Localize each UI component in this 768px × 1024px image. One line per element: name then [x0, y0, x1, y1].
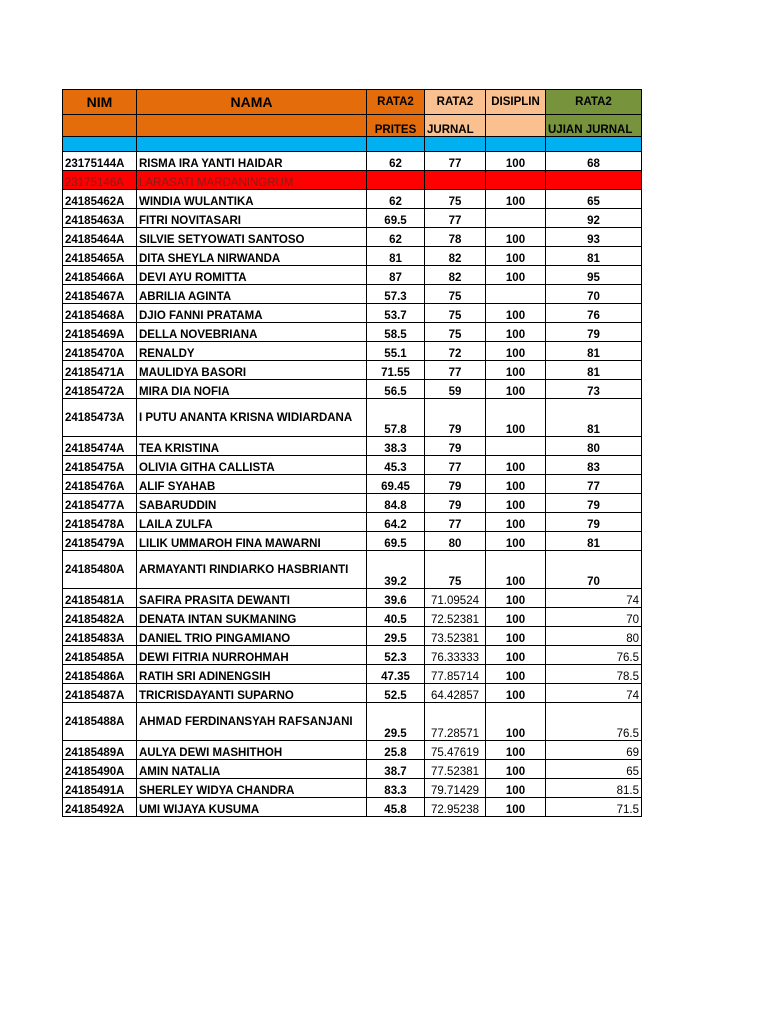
- table-row: [63, 741, 642, 760]
- cell-nama: DEWI FITRIA NURROHMAH: [137, 646, 367, 665]
- cell-disiplin: 100: [486, 551, 546, 589]
- cell-nim: 24185464A: [63, 228, 137, 247]
- table-row: [63, 703, 642, 741]
- cell-rata2-jurnal: 73.52381: [425, 627, 486, 646]
- cell-nama: OLIVIA GITHA CALLISTA: [137, 456, 367, 475]
- cell-rata2-ujian-jurnal: 70: [546, 608, 642, 627]
- grades-table: [62, 89, 642, 817]
- cell-disiplin: 100: [486, 399, 546, 437]
- cell-nim: 24185490A: [63, 760, 137, 779]
- cell-rata2-jurnal: 77.28571: [425, 703, 486, 741]
- cell-nim: 24185462A: [63, 190, 137, 209]
- cell-nama: SHERLEY WIDYA CHANDRA: [137, 779, 367, 798]
- cell-nama: TRICRISDAYANTI SUPARNO: [137, 684, 367, 703]
- cell-nim: 24185487A: [63, 684, 137, 703]
- cell-nama: DJIO FANNI PRATAMA: [137, 304, 367, 323]
- cell-rata2-ujian-jurnal: 69: [546, 741, 642, 760]
- cell-nim: 24185486A: [63, 665, 137, 684]
- cell-nim: 24185489A: [63, 741, 137, 760]
- cell-disiplin: 100: [486, 228, 546, 247]
- cell-rata2-jurnal: 78: [425, 228, 486, 247]
- cell-rata2-ujian-jurnal: 80: [546, 437, 642, 456]
- cell-rata2-ujian-jurnal: 78.5: [546, 665, 642, 684]
- cell-rata2-ujian-jurnal: 80: [546, 627, 642, 646]
- cell-rata2-prites: 38.7: [367, 760, 425, 779]
- cell-rata2-ujian-jurnal: 65: [546, 190, 642, 209]
- cell-disiplin: 100: [486, 741, 546, 760]
- blue-band-cell: [546, 137, 642, 152]
- cell-disiplin: 100: [486, 304, 546, 323]
- blue-band-row: [63, 137, 642, 152]
- cell-rata2-jurnal: 77: [425, 209, 486, 228]
- cell-rata2-jurnal: 79: [425, 437, 486, 456]
- cell-nim: 24185492A: [63, 798, 137, 817]
- cell-rata2-ujian-jurnal: 76.5: [546, 703, 642, 741]
- header-disiplin-sub: [486, 115, 546, 137]
- cell-rata2-jurnal: 75: [425, 190, 486, 209]
- blue-band-cell: [486, 137, 546, 152]
- cell-rata2-prites: 84.8: [367, 494, 425, 513]
- header-jurnal: JURNAL: [425, 115, 486, 137]
- cell-rata2-ujian-jurnal: 83: [546, 456, 642, 475]
- cell-rata2-prites: 40.5: [367, 608, 425, 627]
- cell-nim: 24185485A: [63, 646, 137, 665]
- cell-nama: RATIH SRI ADINENGSIH: [137, 665, 367, 684]
- table-row: [63, 247, 642, 266]
- table-row: [63, 494, 642, 513]
- table-row: [63, 228, 642, 247]
- header-nama: NAMA: [137, 90, 367, 115]
- cell-nama: ALIF SYAHAB: [137, 475, 367, 494]
- cell-rata2-ujian-jurnal: [546, 171, 642, 190]
- cell-nama: SAFIRA PRASITA DEWANTI: [137, 589, 367, 608]
- cell-disiplin: [486, 437, 546, 456]
- cell-rata2-jurnal: 72.95238: [425, 798, 486, 817]
- table-row: [63, 399, 642, 437]
- cell-rata2-jurnal: 77: [425, 361, 486, 380]
- cell-nim: 24185479A: [63, 532, 137, 551]
- cell-rata2-ujian-jurnal: 71.5: [546, 798, 642, 817]
- cell-nama: RENALDY: [137, 342, 367, 361]
- cell-rata2-prites: 39.6: [367, 589, 425, 608]
- cell-rata2-prites: 38.3: [367, 437, 425, 456]
- table-row: [63, 323, 642, 342]
- cell-disiplin: 100: [486, 703, 546, 741]
- cell-rata2-prites: 57.3: [367, 285, 425, 304]
- cell-rata2-jurnal: 72.52381: [425, 608, 486, 627]
- cell-nama: MAULIDYA BASORI: [137, 361, 367, 380]
- cell-disiplin: [486, 285, 546, 304]
- cell-rata2-prites: 64.2: [367, 513, 425, 532]
- table-row: [63, 190, 642, 209]
- cell-disiplin: 100: [486, 342, 546, 361]
- cell-nim: 24185477A: [63, 494, 137, 513]
- cell-nama: ABRILIA AGINTA: [137, 285, 367, 304]
- cell-rata2-prites: 25.8: [367, 741, 425, 760]
- table-row: [63, 627, 642, 646]
- cell-rata2-ujian-jurnal: 70: [546, 551, 642, 589]
- table-row: [63, 342, 642, 361]
- cell-nim: 24185468A: [63, 304, 137, 323]
- cell-rata2-jurnal: 76.33333: [425, 646, 486, 665]
- cell-nama: SABARUDDIN: [137, 494, 367, 513]
- cell-rata2-prites: 62: [367, 190, 425, 209]
- cell-disiplin: 100: [486, 456, 546, 475]
- cell-nim: 24185482A: [63, 608, 137, 627]
- table-row: [63, 209, 642, 228]
- cell-rata2-prites: 57.8: [367, 399, 425, 437]
- cell-nim: 24185467A: [63, 285, 137, 304]
- cell-nim: 24185491A: [63, 779, 137, 798]
- cell-rata2-prites: 53.7: [367, 304, 425, 323]
- cell-disiplin: 100: [486, 684, 546, 703]
- cell-nama: AHMAD FERDINANSYAH RAFSANJANI: [137, 703, 367, 741]
- cell-rata2-prites: 69.5: [367, 532, 425, 551]
- cell-nim: 24185471A: [63, 361, 137, 380]
- cell-rata2-prites: 52.3: [367, 646, 425, 665]
- header-rata2-prites: RATA2: [367, 90, 425, 115]
- blue-band-cell: [367, 137, 425, 152]
- cell-rata2-prites: 55.1: [367, 342, 425, 361]
- cell-rata2-jurnal: 75: [425, 551, 486, 589]
- cell-nim: 24185483A: [63, 627, 137, 646]
- cell-rata2-ujian-jurnal: 92: [546, 209, 642, 228]
- cell-rata2-ujian-jurnal: 76: [546, 304, 642, 323]
- header-row-1: [63, 90, 642, 115]
- cell-rata2-prites: 39.2: [367, 551, 425, 589]
- cell-rata2-ujian-jurnal: 74: [546, 589, 642, 608]
- cell-disiplin: 100: [486, 760, 546, 779]
- cell-disiplin: 100: [486, 646, 546, 665]
- cell-nama: ARMAYANTI RINDIARKO HASBRIANTI: [137, 551, 367, 589]
- blue-band-cell: [425, 137, 486, 152]
- header-disiplin: DISIPLIN: [486, 90, 546, 115]
- table-row: [63, 304, 642, 323]
- cell-nama: DELLA NOVEBRIANA: [137, 323, 367, 342]
- header-ujian-jurnal: UJIAN JURNAL: [546, 115, 642, 137]
- cell-rata2-ujian-jurnal: 81: [546, 247, 642, 266]
- cell-disiplin: 100: [486, 266, 546, 285]
- cell-rata2-prites: 62: [367, 152, 425, 171]
- cell-rata2-prites: 83.3: [367, 779, 425, 798]
- cell-nama: I PUTU ANANTA KRISNA WIDIARDANA: [137, 399, 367, 437]
- cell-rata2-jurnal: 72: [425, 342, 486, 361]
- cell-rata2-jurnal: 79: [425, 494, 486, 513]
- table-row: [63, 779, 642, 798]
- cell-rata2-ujian-jurnal: 79: [546, 513, 642, 532]
- cell-nama: DITA SHEYLA NIRWANDA: [137, 247, 367, 266]
- cell-disiplin: [486, 171, 546, 190]
- cell-rata2-jurnal: 80: [425, 532, 486, 551]
- header-nim-sub: [63, 115, 137, 137]
- cell-rata2-prites: 81: [367, 247, 425, 266]
- cell-nim: 24185473A: [63, 399, 137, 437]
- cell-nim: 24185469A: [63, 323, 137, 342]
- cell-rata2-jurnal: 64.42857: [425, 684, 486, 703]
- cell-nama: SILVIE SETYOWATI SANTOSO: [137, 228, 367, 247]
- cell-nim: 24185474A: [63, 437, 137, 456]
- cell-rata2-jurnal: 77: [425, 456, 486, 475]
- cell-rata2-ujian-jurnal: 68: [546, 152, 642, 171]
- table-row: [63, 551, 642, 589]
- cell-nama: LARASATI MARDANINGRUM: [137, 171, 367, 190]
- table-row: [63, 380, 642, 399]
- cell-rata2-ujian-jurnal: 79: [546, 323, 642, 342]
- cell-nama: TEA KRISTINA: [137, 437, 367, 456]
- cell-rata2-prites: 56.5: [367, 380, 425, 399]
- header-rata2-jurnal: RATA2: [425, 90, 486, 115]
- cell-nim: 24185475A: [63, 456, 137, 475]
- cell-nama: AMIN NATALIA: [137, 760, 367, 779]
- cell-rata2-prites: 47.35: [367, 665, 425, 684]
- cell-nim: 24185488A: [63, 703, 137, 741]
- cell-nama: DANIEL TRIO PINGAMIANO: [137, 627, 367, 646]
- cell-disiplin: 100: [486, 494, 546, 513]
- cell-rata2-prites: 87: [367, 266, 425, 285]
- header-nama-sub: [137, 115, 367, 137]
- blue-band-cell: [63, 137, 137, 152]
- cell-rata2-jurnal: 77.52381: [425, 760, 486, 779]
- cell-rata2-jurnal: 71.09524: [425, 589, 486, 608]
- cell-disiplin: 100: [486, 247, 546, 266]
- cell-rata2-ujian-jurnal: 79: [546, 494, 642, 513]
- table-row: [63, 456, 642, 475]
- cell-rata2-ujian-jurnal: 81: [546, 361, 642, 380]
- cell-rata2-ujian-jurnal: 74: [546, 684, 642, 703]
- cell-rata2-prites: 71.55: [367, 361, 425, 380]
- cell-disiplin: 100: [486, 589, 546, 608]
- cell-rata2-jurnal: 77: [425, 152, 486, 171]
- cell-nama: AULYA DEWI MASHITHOH: [137, 741, 367, 760]
- cell-disiplin: 100: [486, 798, 546, 817]
- cell-rata2-prites: 29.5: [367, 627, 425, 646]
- cell-rata2-ujian-jurnal: 70: [546, 285, 642, 304]
- cell-disiplin: 100: [486, 608, 546, 627]
- cell-nama: WINDIA WULANTIKA: [137, 190, 367, 209]
- cell-rata2-ujian-jurnal: 81: [546, 342, 642, 361]
- table-row: [63, 532, 642, 551]
- header-prites: PRITES: [367, 115, 425, 137]
- cell-disiplin: 100: [486, 152, 546, 171]
- cell-nama: LILIK UMMAROH FINA MAWARNI: [137, 532, 367, 551]
- cell-rata2-ujian-jurnal: 81: [546, 399, 642, 437]
- cell-nim: 24185476A: [63, 475, 137, 494]
- cell-rata2-prites: 29.5: [367, 703, 425, 741]
- cell-rata2-jurnal: 59: [425, 380, 486, 399]
- cell-rata2-prites: 52.5: [367, 684, 425, 703]
- cell-disiplin: 100: [486, 475, 546, 494]
- cell-rata2-jurnal: 79.71429: [425, 779, 486, 798]
- cell-rata2-prites: 45.3: [367, 456, 425, 475]
- cell-disiplin: 100: [486, 665, 546, 684]
- table-row: [63, 171, 642, 190]
- cell-rata2-jurnal: 75: [425, 304, 486, 323]
- cell-rata2-jurnal: 79: [425, 475, 486, 494]
- cell-rata2-prites: 58.5: [367, 323, 425, 342]
- cell-nama: UMI WIJAYA KUSUMA: [137, 798, 367, 817]
- cell-rata2-jurnal: 75: [425, 285, 486, 304]
- cell-rata2-ujian-jurnal: 95: [546, 266, 642, 285]
- cell-rata2-prites: 69.45: [367, 475, 425, 494]
- cell-rata2-jurnal: 79: [425, 399, 486, 437]
- cell-rata2-jurnal: 77.85714: [425, 665, 486, 684]
- cell-rata2-jurnal: 82: [425, 247, 486, 266]
- cell-rata2-ujian-jurnal: 73: [546, 380, 642, 399]
- cell-disiplin: 100: [486, 380, 546, 399]
- table-row: [63, 152, 642, 171]
- header-nim: NIM: [63, 90, 137, 115]
- cell-rata2-jurnal: 82: [425, 266, 486, 285]
- cell-nim: 23175146A: [63, 171, 137, 190]
- cell-nama: RISMA IRA YANTI HAIDAR: [137, 152, 367, 171]
- cell-nim: 24185465A: [63, 247, 137, 266]
- header-row-2: [63, 115, 642, 137]
- cell-nim: 24185463A: [63, 209, 137, 228]
- table-row: [63, 798, 642, 817]
- table-row: [63, 646, 642, 665]
- cell-disiplin: 100: [486, 361, 546, 380]
- cell-rata2-jurnal: [425, 171, 486, 190]
- cell-rata2-ujian-jurnal: 93: [546, 228, 642, 247]
- cell-rata2-prites: 62: [367, 228, 425, 247]
- header-rata2-ujian: RATA2: [546, 90, 642, 115]
- cell-disiplin: 100: [486, 323, 546, 342]
- cell-disiplin: 100: [486, 513, 546, 532]
- cell-nama: FITRI NOVITASARI: [137, 209, 367, 228]
- cell-rata2-jurnal: 77: [425, 513, 486, 532]
- cell-disiplin: [486, 209, 546, 228]
- cell-nim: 24185472A: [63, 380, 137, 399]
- cell-rata2-prites: [367, 171, 425, 190]
- table-row: [63, 760, 642, 779]
- table-row: [63, 608, 642, 627]
- cell-disiplin: 100: [486, 532, 546, 551]
- table-row: [63, 475, 642, 494]
- table-row: [63, 665, 642, 684]
- cell-rata2-ujian-jurnal: 65: [546, 760, 642, 779]
- table-row: [63, 684, 642, 703]
- table-row: [63, 285, 642, 304]
- table-row: [63, 589, 642, 608]
- table-row: [63, 437, 642, 456]
- cell-nim: 24185470A: [63, 342, 137, 361]
- cell-rata2-ujian-jurnal: 76.5: [546, 646, 642, 665]
- cell-rata2-ujian-jurnal: 81.5: [546, 779, 642, 798]
- cell-nim: 23175144A: [63, 152, 137, 171]
- cell-nim: 24185466A: [63, 266, 137, 285]
- cell-rata2-ujian-jurnal: 77: [546, 475, 642, 494]
- cell-disiplin: 100: [486, 190, 546, 209]
- cell-nim: 24185481A: [63, 589, 137, 608]
- cell-rata2-prites: 45.8: [367, 798, 425, 817]
- table-row: [63, 361, 642, 380]
- cell-nama: LAILA ZULFA: [137, 513, 367, 532]
- cell-nama: DENATA INTAN SUKMANING: [137, 608, 367, 627]
- cell-nim: 24185478A: [63, 513, 137, 532]
- table-row: [63, 266, 642, 285]
- cell-disiplin: 100: [486, 779, 546, 798]
- cell-nama: DEVI AYU ROMITTA: [137, 266, 367, 285]
- cell-disiplin: 100: [486, 627, 546, 646]
- table-row: [63, 513, 642, 532]
- cell-rata2-prites: 69.5: [367, 209, 425, 228]
- cell-nim: 24185480A: [63, 551, 137, 589]
- cell-rata2-jurnal: 75.47619: [425, 741, 486, 760]
- cell-rata2-jurnal: 75: [425, 323, 486, 342]
- cell-rata2-ujian-jurnal: 81: [546, 532, 642, 551]
- blue-band-cell: [137, 137, 367, 152]
- cell-nama: MIRA DIA NOFIA: [137, 380, 367, 399]
